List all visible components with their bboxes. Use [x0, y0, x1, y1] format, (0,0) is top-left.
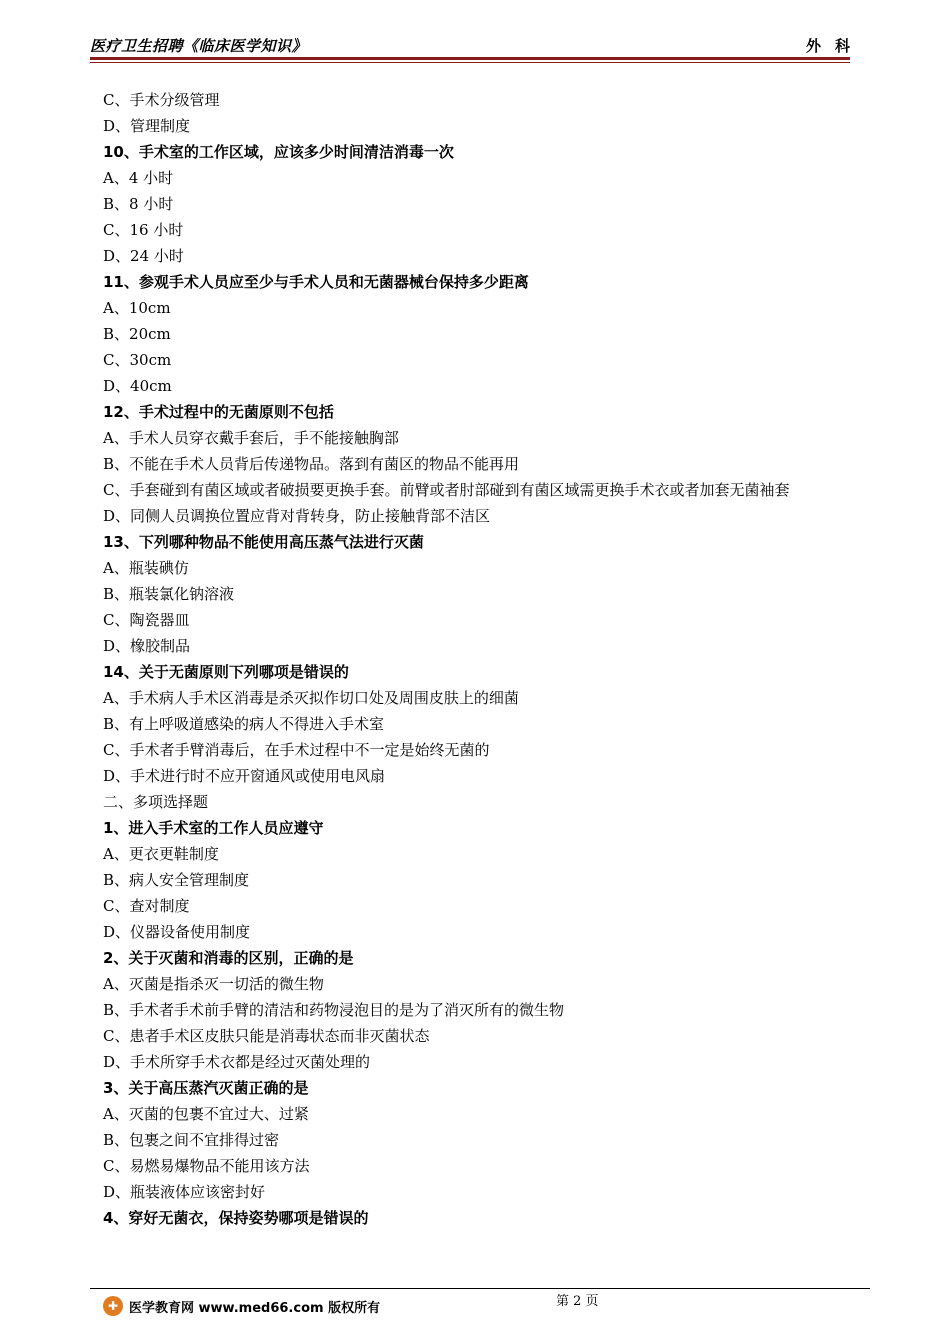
option-line: C、手术者手臂消毒后，在手术过程中不一定是始终无菌的 [103, 741, 490, 759]
option-line: D、仪器设备使用制度 [103, 923, 251, 941]
option-line: B、不能在手术人员背后传递物品。落到有菌区的物品不能再用 [103, 455, 520, 473]
question-line: 4、穿好无菌衣，保持姿势哪项是错误的 [103, 1209, 369, 1227]
option-line: C、易燃易爆物品不能用该方法 [103, 1157, 310, 1175]
option-line: C、手术分级管理 [103, 91, 220, 109]
option-line: C、16 小时 [103, 221, 184, 239]
option-line: D、手术所穿手术衣都是经过灭菌处理的 [103, 1053, 371, 1071]
option-line: D、手术进行时不应开窗通风或使用电风扇 [103, 767, 386, 785]
option-line: C、陶瓷器皿 [103, 611, 190, 629]
header-section: 外科 [805, 37, 864, 55]
option-line: A、灭菌的包裹不宜过大、过紧 [103, 1105, 309, 1123]
document-body [103, 87, 850, 1231]
option-line: A、手术病人手术区消毒是杀灭拟作切口处及周围皮肤上的细菌 [103, 689, 519, 707]
header-title: 医疗卫生招聘《临床医学知识》 [90, 37, 308, 55]
option-line: D、管理制度 [103, 117, 191, 135]
page-number: 第 2 页 [556, 1294, 599, 1309]
question-line: 2、关于灭菌和消毒的区别，正确的是 [103, 949, 354, 967]
header-rule-thin [90, 62, 850, 63]
option-line: B、包裹之间不宜排得过密 [103, 1131, 280, 1149]
option-line: B、8 小时 [103, 195, 174, 213]
option-line: A、10cm [103, 299, 171, 317]
option-line: D、同侧人员调换位置应背对背转身，防止接触背部不洁区 [103, 507, 491, 525]
option-line: 二、多项选择题 [103, 793, 209, 811]
option-line: C、查对制度 [103, 897, 190, 915]
option-line: C、患者手术区皮肤只能是消毒状态而非灭菌状态 [103, 1027, 430, 1045]
option-line: B、20cm [103, 325, 171, 343]
option-line: B、手术者手术前手臂的清洁和药物浸泡目的是为了消灭所有的微生物 [103, 1001, 565, 1019]
option-line: B、病人安全管理制度 [103, 871, 250, 889]
option-line: A、手术人员穿衣戴手套后，手不能接触胸部 [103, 429, 399, 447]
question-line: 13、下列哪种物品不能使用高压蒸气法进行灭菌 [103, 533, 424, 551]
question-line: 14、关于无菌原则下列哪项是错误的 [103, 663, 349, 681]
option-line: A、4 小时 [103, 169, 174, 187]
question-line: 10、手术室的工作区域，应该多少时间清洁消毒一次 [103, 143, 454, 161]
footer-logo [103, 1296, 380, 1316]
question-line: 1、进入手术室的工作人员应遵守 [103, 819, 324, 837]
option-line: D、瓶装液体应该密封好 [103, 1183, 266, 1201]
option-line: C、30cm [103, 351, 172, 369]
option-line: B、瓶装氯化钠溶液 [103, 585, 235, 603]
option-line: C、手套碰到有菌区域或者破损要更换手套。前臂或者肘部碰到有菌区域需更换手术衣或者加套无菌袖套 [103, 481, 790, 499]
option-line: B、有上呼吸道感染的病人不得进入手术室 [103, 715, 385, 733]
option-line: D、橡胶制品 [103, 637, 191, 655]
header-rule [90, 57, 850, 60]
option-line: A、更衣更鞋制度 [103, 845, 219, 863]
footer-rule [90, 1288, 870, 1289]
question-line: 3、关于高压蒸汽灭菌正确的是 [103, 1079, 309, 1097]
logo-icon: ✚ [103, 1296, 123, 1316]
footer-logo-text: 医学教育网 www.med66.com 版权所有 [129, 1300, 381, 1316]
option-line: A、灭菌是指杀灭一切活的微生物 [103, 975, 324, 993]
question-line: 12、手术过程中的无菌原则不包括 [103, 403, 334, 421]
option-line: A、瓶装碘仿 [103, 559, 189, 577]
option-line: D、40cm [103, 377, 172, 395]
option-line: D、24 小时 [103, 247, 184, 265]
question-line: 11、参观手术人员应至少与手术人员和无菌器械台保持多少距离 [103, 273, 529, 291]
page-header [90, 32, 864, 56]
